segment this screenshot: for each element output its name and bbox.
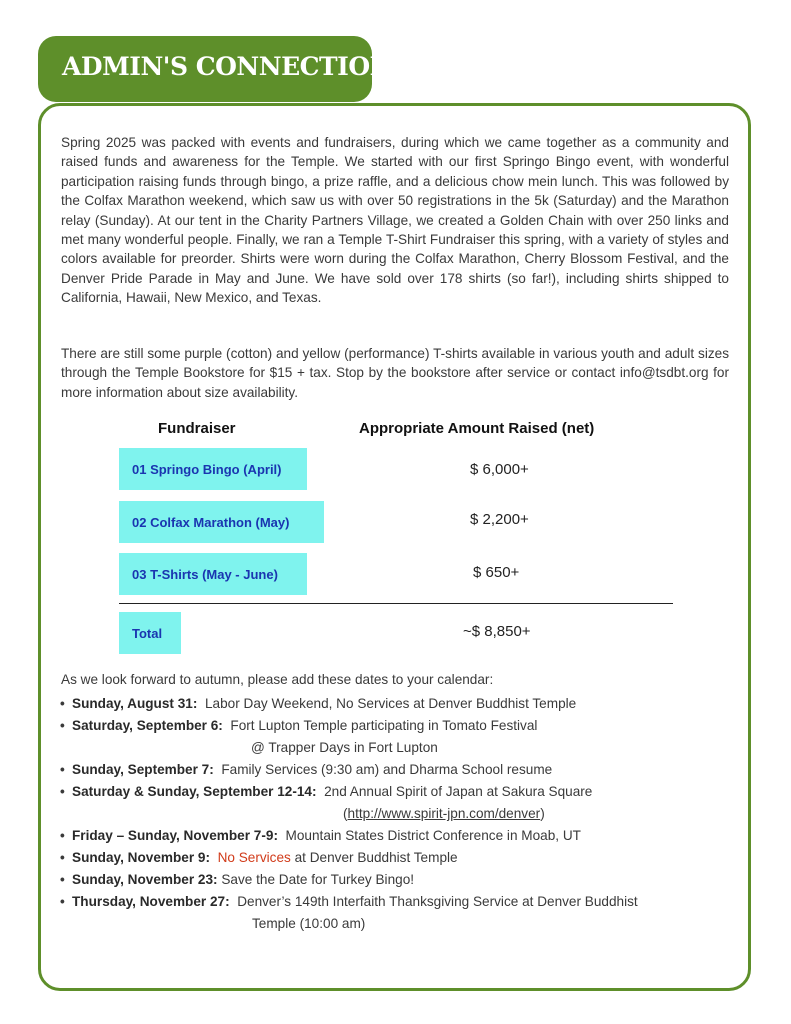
bullet: • [60, 718, 65, 733]
bullet: • [60, 828, 65, 843]
total-label: Total [119, 612, 181, 654]
bullet: • [60, 784, 65, 799]
event-text: Save the Date for Turkey Bingo! [221, 872, 415, 887]
bullet: • [60, 894, 65, 909]
content-frame [38, 103, 751, 991]
event-date: Sunday, September 7: [72, 762, 214, 777]
event-text: 2nd Annual Spirit of Japan at Sakura Square [324, 784, 593, 799]
bullet: • [60, 872, 65, 887]
event-text: Family Services (9:30 am) and Dharma School resume [221, 762, 553, 777]
calendar-lead: As we look forward to autumn, please add these dates to your calendar: [61, 672, 494, 687]
paren-open: ( [343, 806, 348, 821]
event-text: Mountain States District Conference in Moab, UT [285, 828, 581, 843]
total-amount: ~$ 8,850+ [463, 623, 531, 640]
event-date: Sunday, November 23: [72, 872, 218, 887]
bullet: • [60, 762, 65, 777]
table-header-fundraiser: Fundraiser [158, 420, 236, 437]
fundraiser-label-tshirts: 03 T-Shirts (May - June) [119, 553, 307, 595]
event-date: Friday – Sunday, November 7-9: [72, 828, 278, 843]
no-services-highlight: No Services [217, 850, 291, 865]
fundraiser-label-colfax-marathon: 02 Colfax Marathon (May) [119, 501, 324, 543]
event-text-continued: @ Trapper Days in Fort Lupton [251, 740, 438, 755]
amount-tshirts: $ 650+ [473, 564, 520, 581]
event-date: Thursday, November 27: [72, 894, 230, 909]
event-text-continued: Temple (10:00 am) [252, 916, 366, 931]
event-date: Saturday, September 6: [72, 718, 223, 733]
amount-colfax-marathon: $ 2,200+ [470, 511, 529, 528]
event-text: at Denver Buddhist Temple [290, 850, 458, 865]
spirit-of-japan-link[interactable]: http://www.spirit-jpn.com/denver [347, 806, 541, 821]
event-date: Saturday & Sunday, September 12-14: [72, 784, 317, 799]
bullet: • [60, 850, 65, 865]
paren-close: ) [540, 806, 545, 821]
table-header-amount: Appropriate Amount Raised (net) [359, 420, 595, 437]
fundraiser-label-springo-bingo: 01 Springo Bingo (April) [119, 448, 307, 490]
event-text: Fort Lupton Temple participating in Tomato Festival [230, 718, 538, 733]
intro-paragraph-1: Spring 2025 was packed with events and fundraisers, during which we came together as a community and raised funds and awareness for the Temple. We started with our first Springo Bingo event, with wonderful participation raising funds through bingo, a prize raffle, and a delicious chow mein lunch. This was followed by the Colfax Marathon weekend, which saw us with over 50 registrations in the 5k (Saturday) and the Marathon relay (Sunday). At our tent in the Charity Partners Village, we created a Golden Chain with over 250 links and met many wonderful people. Finally, we ran a Temple T-Shirt Fundraiser this spring, with a variety of styles and colors available for preorder. Shirts were worn during the Colfax Marathon, Cherry Blossom Festival, and the Denver Pride Parade in May and June. We have sold over 178 shirts (so far!), including shirts shipped to California, Hawaii, New Mexico, and Texas. [61, 135, 729, 306]
intro-paragraph-2: There are still some purple (cotton) and yellow (performance) T-shirts available in various youth and adult sizes through the Temple Bookstore for $15 + tax. Stop by the bookstore after service or contact info@tsdbt.org for more information about size availability. [61, 346, 729, 400]
event-date: Sunday, August 31: [72, 696, 198, 711]
event-text: Denver’s 149th Interfaith Thanksgiving Service at Denver Buddhist [237, 894, 638, 909]
bullet: • [60, 696, 65, 711]
amount-springo-bingo: $ 6,000+ [470, 461, 529, 478]
page-title: ADMIN'S CONNECTION [62, 52, 392, 81]
event-date: Sunday, November 9: [72, 850, 210, 865]
event-text: Labor Day Weekend, No Services at Denver Buddhist Temple [204, 696, 577, 711]
